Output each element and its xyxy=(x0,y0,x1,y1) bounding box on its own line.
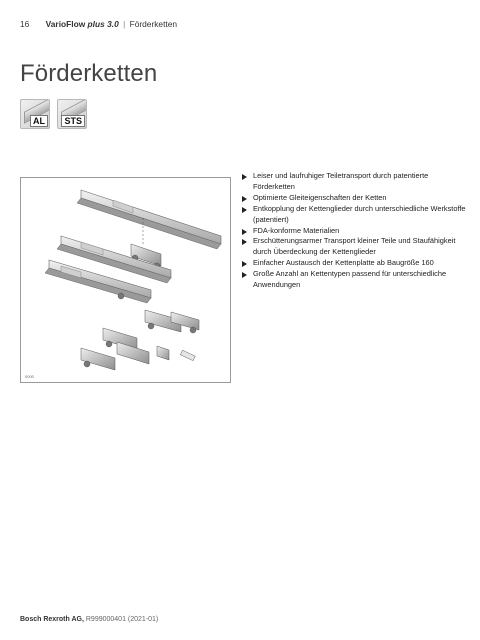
product-variant: plus 3.0 xyxy=(87,19,119,29)
bullet-triangle-icon xyxy=(242,239,247,245)
header-separator: | xyxy=(123,19,126,29)
company-name: Bosch Rexroth AG, xyxy=(20,616,84,623)
bullet-triangle-icon xyxy=(242,207,247,213)
page-header xyxy=(20,19,177,29)
product-prefix: VarioFlow xyxy=(45,19,86,29)
bullet-triangle-icon xyxy=(242,261,247,267)
badge-label-sts: STS xyxy=(61,115,85,127)
material-badges xyxy=(20,99,87,129)
chain-plate-top xyxy=(77,190,221,249)
badge-label-al: AL xyxy=(30,115,48,127)
product-name xyxy=(46,19,119,29)
page-title: Förderketten xyxy=(20,60,158,87)
bullet-triangle-icon xyxy=(242,272,247,278)
stainless-steel-profile-icon xyxy=(57,99,87,129)
feature-item: Einfacher Austausch der Kettenplatte ab Baugröße 160 xyxy=(242,258,467,269)
section-name: Förderketten xyxy=(129,19,178,29)
feature-list xyxy=(242,171,467,291)
feature-item: Erschütterungsarmer Transport kleiner Teile und Staufähigkeit durch Überdeckung der Kettenglieder xyxy=(242,236,467,258)
feature-item: Optimierte Gleiteigenschaften der Ketten xyxy=(242,193,467,204)
feature-item: Große Anzahl an Kettentypen passend für unterschiedliche Anwendungen xyxy=(242,269,467,291)
chain-exploded-view xyxy=(21,178,230,382)
conveyor-chain-illustration xyxy=(20,177,231,383)
feature-item: Entkopplung der Kettenglieder durch unterschiedliche Werkstoffe (patentiert) xyxy=(242,204,467,226)
feature-item: Leiser und laufruhiger Teiletransport durch patentierte Förderketten xyxy=(242,171,467,193)
document-number: R999000401 (2021-01) xyxy=(85,616,159,623)
page-footer xyxy=(20,616,158,623)
feature-item: FDA-konforme Materialien xyxy=(242,226,467,237)
bullet-triangle-icon xyxy=(242,174,247,180)
aluminium-profile-icon xyxy=(20,99,50,129)
bullet-triangle-icon xyxy=(242,229,247,235)
bullet-triangle-icon xyxy=(242,196,247,202)
page-number: 16 xyxy=(20,19,30,29)
figure-id: 0000 xyxy=(25,374,34,379)
chain-links xyxy=(81,310,199,370)
